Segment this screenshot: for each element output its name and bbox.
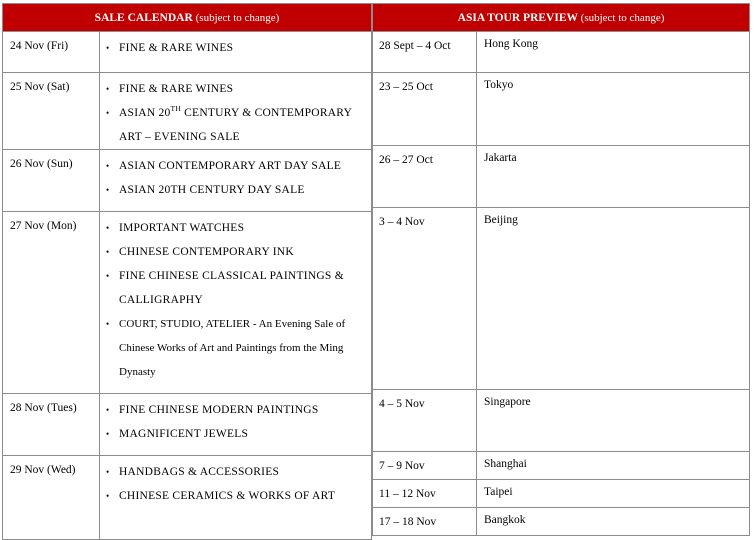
sale-calendar-table	[2, 3, 372, 540]
table-row	[373, 390, 750, 452]
asia-tour-title: ASIA TOUR PREVIEW	[457, 11, 578, 24]
sale-item: • FINE & RARE WINES	[106, 77, 371, 101]
table-row	[373, 508, 750, 536]
tour-date: 7 – 9 Nov	[373, 452, 477, 480]
sale-calendar-title: SALE CALENDAR	[94, 11, 193, 24]
sale-date: 26 Nov (Sun)	[3, 150, 100, 212]
sale-item: • IMPORTANT WATCHES	[106, 216, 371, 240]
sale-item: • COURT, STUDIO, ATELIER - An Evening Sale of Chinese Works of Art and Paintings from the Ming Dynasty	[106, 312, 371, 384]
sale-items	[100, 150, 372, 212]
sale-item: • CHINESE CERAMICS & WORKS OF ART	[106, 484, 371, 508]
tour-city: Bangkok	[477, 508, 750, 536]
sale-item: • ASIAN 20TH CENTURY DAY SALE	[106, 178, 371, 202]
sale-calendar-header	[3, 4, 372, 32]
table-row	[373, 452, 750, 480]
tour-date: 3 – 4 Nov	[373, 208, 477, 390]
table-row	[3, 32, 372, 73]
sale-calendar-note: (subject to change)	[195, 11, 280, 24]
sale-date: 25 Nov (Sat)	[3, 73, 100, 150]
sale-item: • MAGNIFICENT JEWELS	[106, 422, 371, 446]
tour-city: Hong Kong	[477, 32, 750, 73]
table-row	[3, 456, 372, 540]
tour-city: Jakarta	[477, 146, 750, 208]
tour-city: Singapore	[477, 390, 750, 452]
table-row	[373, 32, 750, 73]
tour-date: 11 – 12 Nov	[373, 480, 477, 508]
sale-date: 27 Nov (Mon)	[3, 212, 100, 394]
sale-items	[100, 456, 372, 540]
tour-city: Beijing	[477, 208, 750, 390]
sale-items	[100, 32, 372, 73]
table-row	[373, 208, 750, 390]
sale-items	[100, 73, 372, 150]
sale-date: 29 Nov (Wed)	[3, 456, 100, 540]
tour-date: 4 – 5 Nov	[373, 390, 477, 452]
table-row	[373, 146, 750, 208]
sale-item: • CHINESE CONTEMPORARY INK	[106, 240, 371, 264]
sale-item: • FINE CHINESE MODERN PAINTINGS	[106, 398, 371, 422]
tour-city: Taipei	[477, 480, 750, 508]
table-row	[373, 480, 750, 508]
table-row	[373, 73, 750, 146]
ordinal-superscript: TH	[170, 104, 182, 113]
tour-date: 26 – 27 Oct	[373, 146, 477, 208]
tour-date: 28 Sept – 4 Oct	[373, 32, 477, 73]
asia-tour-note: (subject to change)	[580, 11, 665, 24]
tour-city: Tokyo	[477, 73, 750, 146]
sale-item: • FINE & RARE WINES	[106, 36, 371, 60]
sale-item: • ASIAN 20TH CENTURY & CONTEMPORARY ART – EVENING SALE	[106, 101, 371, 149]
tour-date: 23 – 25 Oct	[373, 73, 477, 146]
sale-item: • FINE CHINESE CLASSICAL PAINTINGS & CALLIGRAPHY	[106, 264, 371, 312]
tour-date: 17 – 18 Nov	[373, 508, 477, 536]
tour-city: Shanghai	[477, 452, 750, 480]
asia-tour-header	[373, 4, 750, 32]
sale-date: 24 Nov (Fri)	[3, 32, 100, 73]
sale-items	[100, 212, 372, 394]
table-row	[3, 150, 372, 212]
sale-date: 28 Nov (Tues)	[3, 394, 100, 456]
table-row	[3, 212, 372, 394]
table-row	[3, 73, 372, 150]
asia-tour-table	[372, 3, 750, 536]
sale-item: • ASIAN CONTEMPORARY ART DAY SALE	[106, 154, 371, 178]
table-row	[3, 394, 372, 456]
sale-item: • HANDBAGS & ACCESSORIES	[106, 460, 371, 484]
sale-items	[100, 394, 372, 456]
